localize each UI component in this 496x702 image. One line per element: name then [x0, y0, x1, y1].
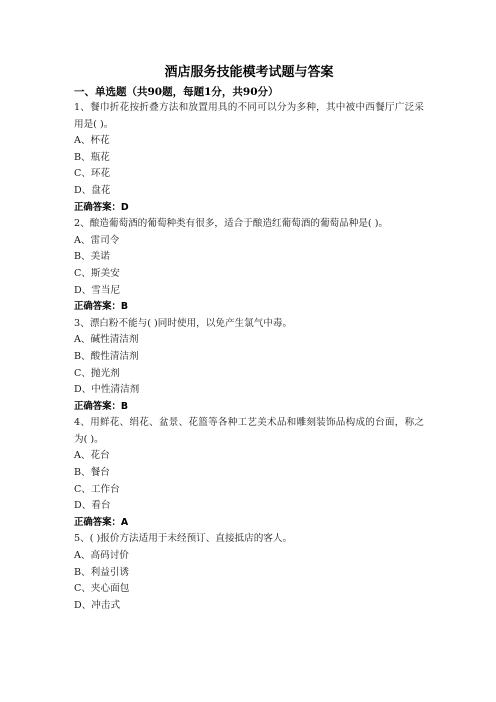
option-c: C、斯美安: [74, 267, 120, 279]
option-a: A、杯花: [74, 135, 110, 147]
option-d: D、看台: [74, 500, 111, 512]
correct-answer: 正确答案：D: [74, 201, 129, 213]
correct-answer: 正确答案：B: [74, 400, 129, 412]
option-d: D、冲击式: [74, 599, 121, 611]
option-b: B、酸性清洁剂: [74, 350, 139, 362]
option-c: C、工作台: [74, 483, 120, 495]
option-c: C、夹心面包: [74, 583, 130, 595]
document-title: 酒店服务技能模考试题与答案: [164, 65, 334, 80]
question-5: [74, 531, 424, 614]
question-text: 4、用鲜花、绢花、盆景、花篮等各种工艺美术品和雕刻装饰品构成的台面，称之为( )。: [74, 417, 424, 445]
option-a: A、花台: [74, 450, 110, 462]
option-c: C、抛光剂: [74, 367, 120, 379]
option-b: B、餐台: [74, 467, 110, 479]
option-b: B、利益引诱: [74, 566, 130, 578]
question-2: [74, 216, 424, 316]
option-b: B、美诺: [74, 251, 110, 263]
section-heading: 一、单选题（共90题，每题1分，共90分）: [74, 86, 279, 98]
option-d: D、中性清洁剂: [74, 384, 140, 396]
document-content: [74, 64, 424, 614]
question-text: 1、餐巾折花按折叠方法和放置用具的不同可以分为多种，其中被中西餐厅广泛采用是( )。: [74, 102, 424, 130]
option-a: A、雷司令: [74, 234, 120, 246]
option-a: A、高码讨价: [74, 550, 129, 562]
question-text: 5、( )报价方法适用于未经预订、直接抵店的客人。: [74, 533, 293, 545]
option-a: A、碱性清洁剂: [74, 334, 139, 346]
question-text: 3、漂白粉不能与( )同时使用，以免产生氯气中毒。: [74, 317, 293, 329]
option-d: D、雪当尼: [74, 284, 121, 296]
option-c: C、环花: [74, 168, 111, 180]
option-b: B、瓶花: [74, 151, 110, 163]
correct-answer: 正确答案：A: [74, 516, 129, 528]
correct-answer: 正确答案：B: [74, 301, 129, 313]
question-text: 2、酿造葡萄酒的葡萄种类有很多，适合于酿造红葡萄酒的葡萄品种是( )。: [74, 218, 389, 230]
question-4: [74, 415, 424, 531]
question-1: [74, 100, 424, 216]
question-3: [74, 316, 424, 416]
option-d: D、盘花: [74, 184, 111, 196]
